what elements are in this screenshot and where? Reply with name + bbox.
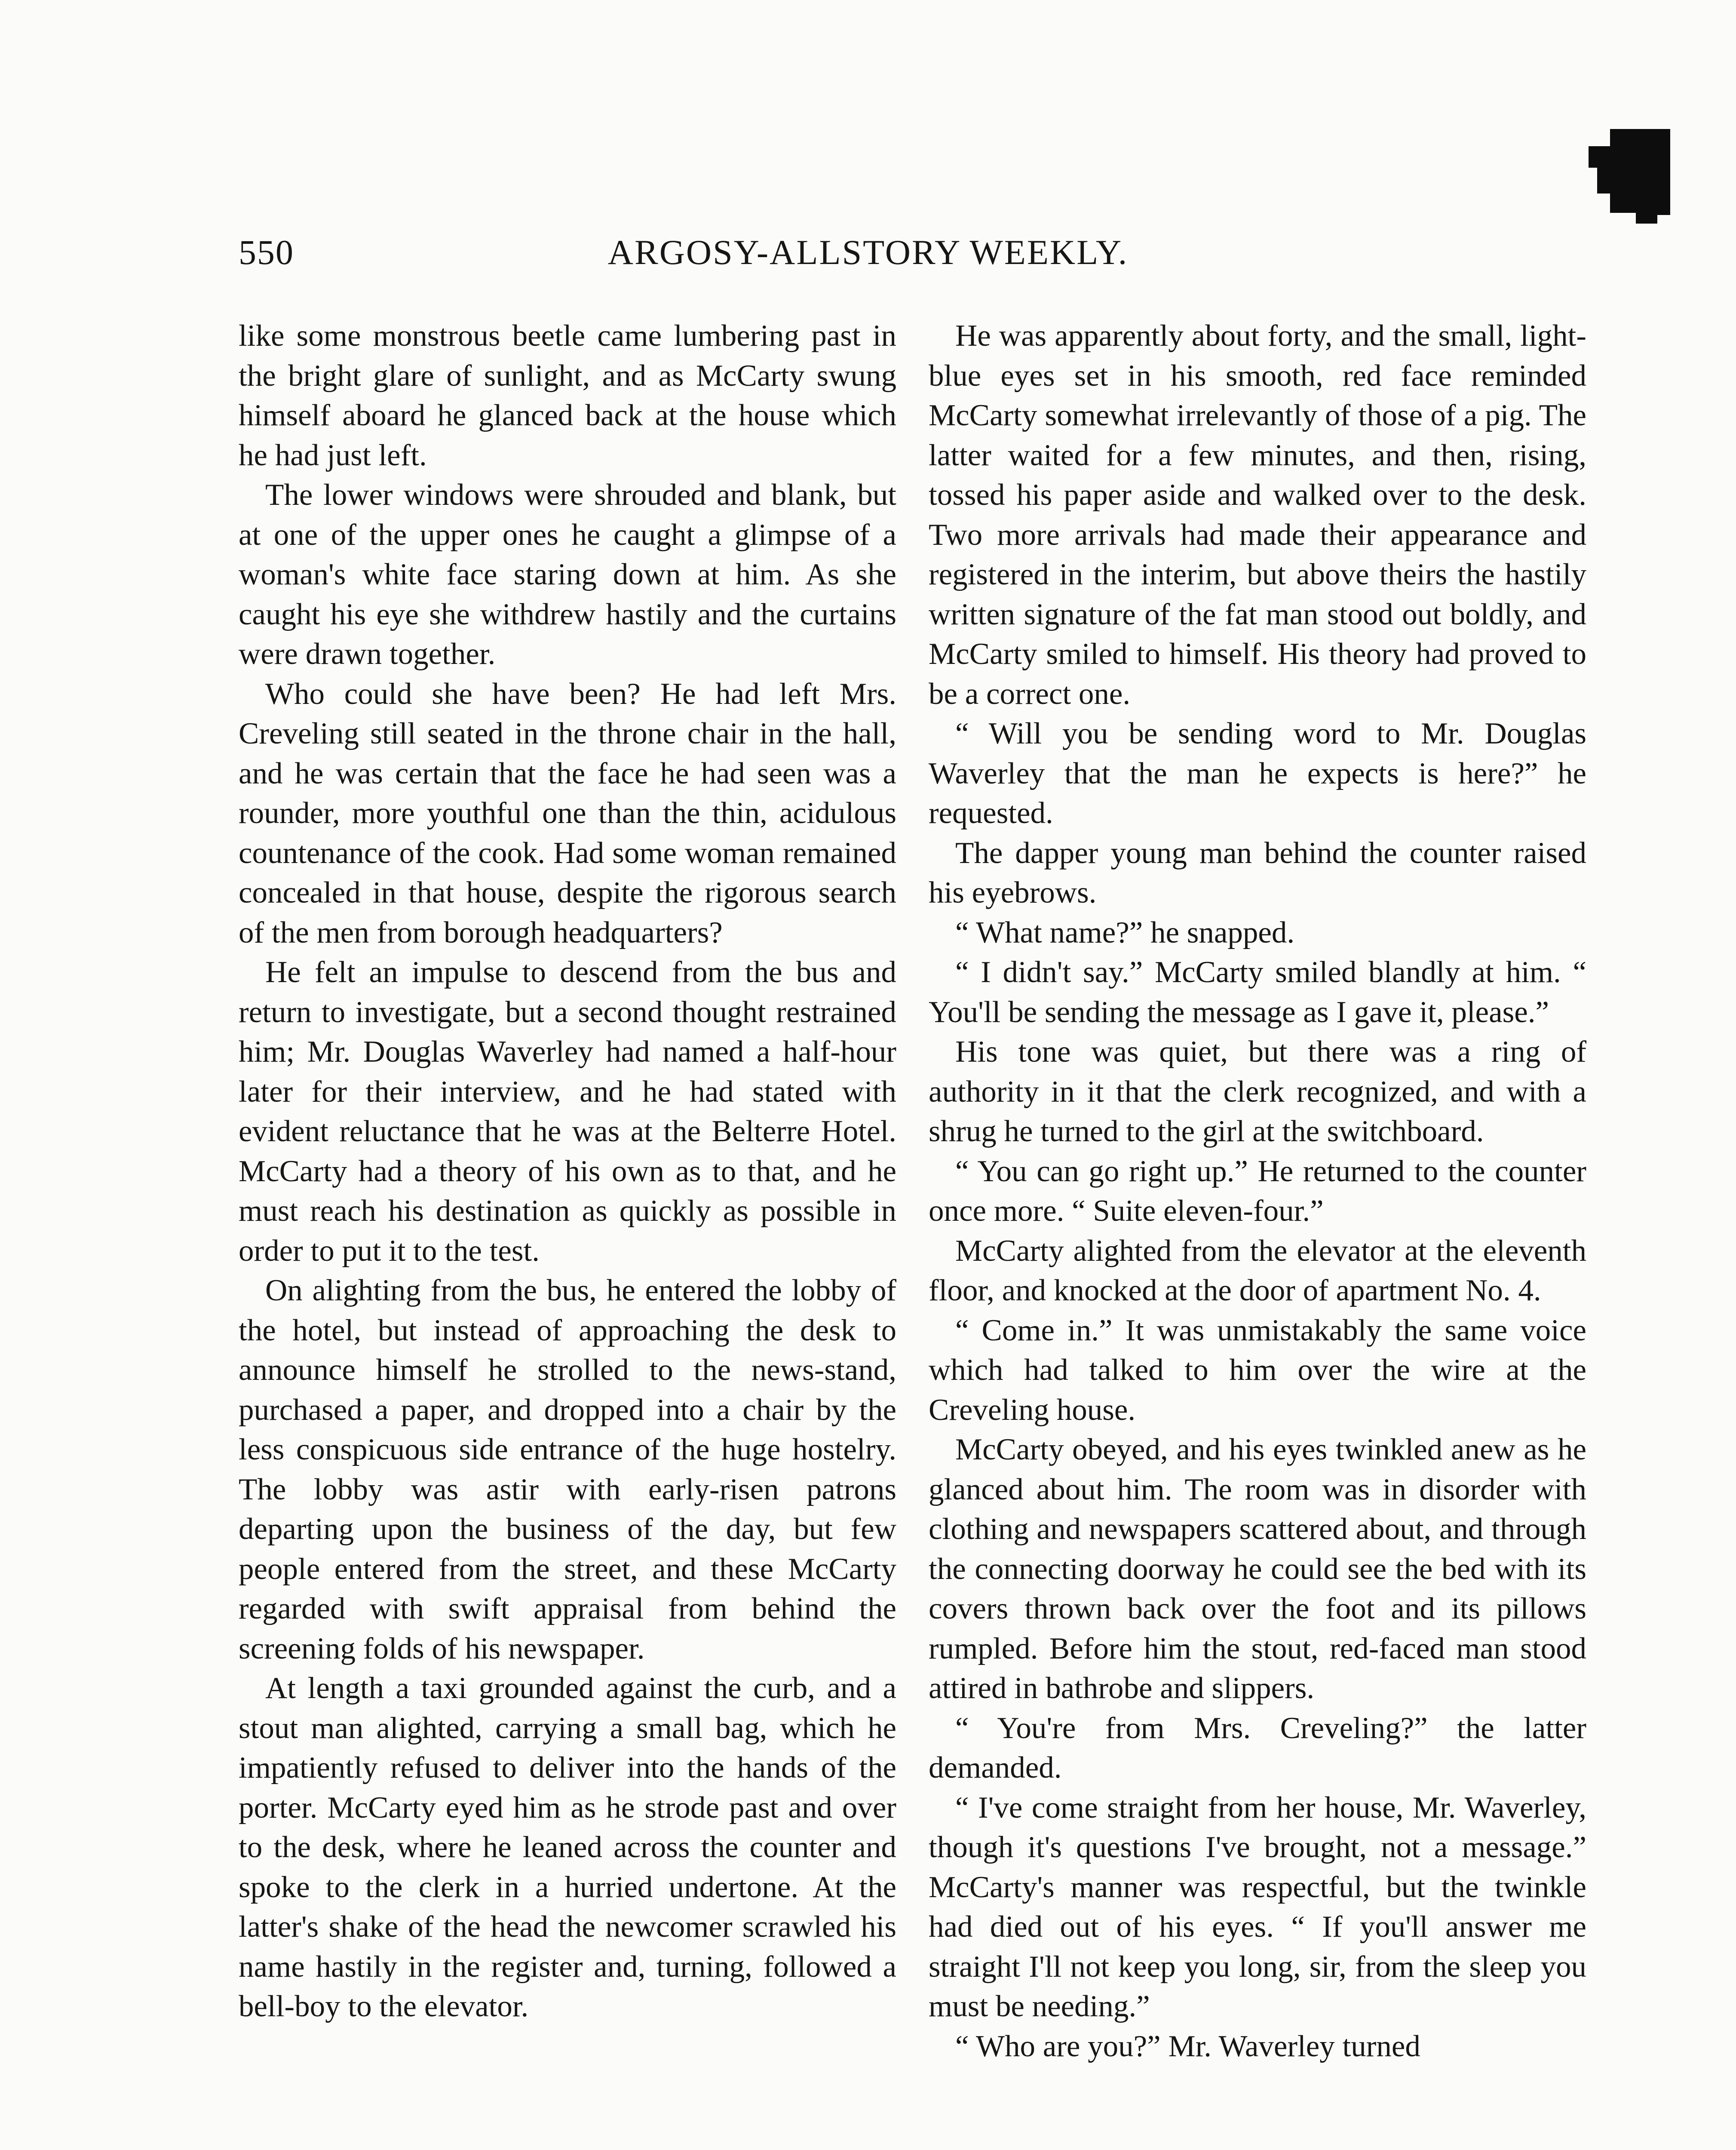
- paragraph: At length a taxi grounded against the curb, and a stout man alighted, carrying a small bag, which he impatiently refused to deliver into the hands of the porter. McCarty eyed him as he strode past and over to the desk, where he leaned across the counter and spoke to the clerk in a hurried undertone. At the latter's shake of the head the newcomer scrawled his name hastily in the register and, turning, followed a bell-boy to the elevator.: [239, 1671, 896, 2023]
- paragraph: “ I've come straight from her house, Mr. Waverley, though it's questions I've brought, not a message.” McCarty's manner was respectful, but the twinkle had died out of his eyes. “ If you'll answer me straight I'll not keep you long, sir, from the sleep you must be needing.”: [929, 1791, 1586, 2023]
- paragraph: “ What name?” he snapped.: [955, 915, 1295, 949]
- paragraph: The lower windows were shrouded and blank, but at one of the upper ones he caught a glimpse of a woman's white face staring down at him. As she caught his eye she withdrew hastily and the curtains were drawn together.: [239, 478, 896, 671]
- paragraph: like some monstrous beetle came lumbering past in the bright glare of sunlight, and as McCarty swung himself aboard he glanced back at the house which he had just left.: [239, 319, 896, 472]
- paragraph: His tone was quiet, but there was a ring of authority in it that the clerk recognized, and with a shrug he turned to the girl at the switchboard.: [929, 1035, 1586, 1148]
- page-header: [0, 232, 1736, 292]
- paragraph: “ I didn't say.” McCarty smiled blandly at him. “ You'll be sending the message as I gave it, please.”: [929, 955, 1586, 1029]
- paragraph: Who could she have been? He had left Mrs. Creveling still seated in the throne chair in the hall, and he was certain that the face he had seen was a rounder, more youthful one than the thin, acidulous countenance of the cook. Had some woman remained concealed in that house, despite the rigorous search of the men from borough headquarters?: [239, 677, 896, 949]
- paragraph: “ Who are you?” Mr. Waverley turned: [955, 2029, 1420, 2063]
- right-column: [929, 316, 1586, 2150]
- running-title: ARGOSY-ALLSTORY WEEKLY.: [607, 233, 1129, 272]
- paragraph: He felt an impulse to descend from the bus and return to investigate, but a second thought restrained him; Mr. Douglas Waverley had named a half-hour later for their interview, and he had stated with evident reluctance that he was at the Belterre Hotel. McCarty had a theory of his own as to that, and he must reach his destination as quickly as possible in order to put it to the test.: [239, 955, 896, 1268]
- page-number: 550: [239, 233, 294, 272]
- paragraph: He was apparently about forty, and the small, light-blue eyes set in his smooth, red face reminded McCarty somewhat irrelevantly of those of a pig. The latter waited for a few minutes, and then, rising, tossed his paper aside and walked over to the desk. Two more arrivals had made their appearance and registered in the interim, but above theirs the hastily written signature of the fat man stood out boldly, and McCarty smiled to himself. His theory had proved to be a correct one.: [929, 319, 1586, 711]
- paragraph: “ Will you be sending word to Mr. Douglas Waverley that the man he expects is here?” he requested.: [929, 717, 1586, 830]
- paragraph: On alighting from the bus, he entered the lobby of the hotel, but instead of approaching the desk to announce himself he strolled to the news-stand, purchased a paper, and dropped into a chair by the less conspicuous side entrance of the huge hostelry. The lobby was astir with early-risen patrons departing upon the business of the day, but few people entered from the street, and these McCarty regarded with swift appraisal from behind the screening folds of his newspaper.: [239, 1274, 896, 1665]
- paragraph: McCarty alighted from the elevator at the eleventh floor, and knocked at the door of apartment No. 4.: [929, 1234, 1586, 1307]
- paragraph: The dapper young man behind the counter raised his eyebrows.: [929, 836, 1586, 909]
- scan-corner-mark: [1584, 129, 1670, 224]
- left-column: [239, 316, 896, 2150]
- paragraph: “ You're from Mrs. Creveling?” the latter demanded.: [929, 1711, 1586, 1784]
- paragraph: McCarty obeyed, and his eyes twinkled anew as he glanced about him. The room was in disorder with clothing and newspapers scattered about, and through the connecting doorway he could see the bed with its covers thrown back over the foot and its pillows rumpled. Before him the stout, red-faced man stood attired in bathrobe and slippers.: [929, 1433, 1586, 1705]
- paragraph: “ You can go right up.” He returned to the counter once more. “ Suite eleven-four.”: [929, 1154, 1586, 1228]
- paragraph: “ Come in.” It was unmistakably the same voice which had talked to him over the wire at the Creveling house.: [929, 1313, 1586, 1427]
